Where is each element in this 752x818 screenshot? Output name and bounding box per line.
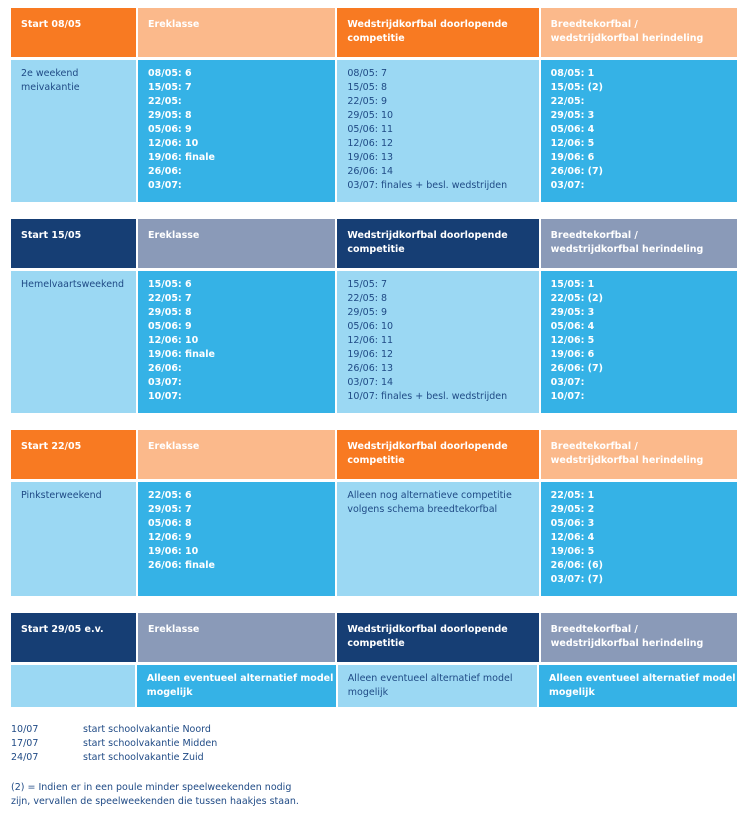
- col-wedstrijd: Wedstrijdkorfbal doorlopende competitie: [337, 613, 538, 662]
- ereklasse-dates: 22/05: 6 29/05: 7 05/06: 8 12/06: 9 19/06: 10 26/06: finale: [138, 482, 335, 596]
- vacation-date: 24/07: [11, 752, 39, 763]
- col-breedte: Breedtekorfbal / wedstrijdkorfbal herindeling: [541, 613, 737, 662]
- ereklasse-dates: 08/05: 6 15/05: 7 22/05: 29/05: 8 05/06: 9 12/06: 10 19/06: finale 26/06: 03/07:: [138, 60, 335, 202]
- vacation-label: start schoolvakantie Noord: [83, 724, 211, 735]
- weekend-label: 2e weekend meivakantie: [11, 60, 136, 202]
- list-item: [11, 723, 217, 737]
- start-label: Start 15/05: [11, 219, 136, 268]
- schedule-header: [11, 613, 737, 662]
- schedule-body: [11, 482, 737, 596]
- start-label: Start 22/05: [11, 430, 136, 479]
- ereklasse-note: Alleen eventueel alternatief model mogelijk: [137, 665, 336, 707]
- vacation-list: [11, 723, 217, 765]
- weekend-label: [11, 665, 135, 707]
- start-label: Start 08/05: [11, 8, 136, 57]
- weekend-label: Pinksterweekend: [11, 482, 136, 596]
- breedte-dates: 22/05: 1 29/05: 2 05/06: 3 12/06: 4 19/06: 5 26/06: (6) 03/07: (7): [541, 482, 737, 596]
- col-breedte: Breedtekorfbal / wedstrijdkorfbal herindeling: [541, 430, 737, 479]
- vacation-date: 17/07: [11, 738, 39, 749]
- schedule-table-3: [11, 430, 737, 596]
- col-ereklasse: Ereklasse: [138, 430, 335, 479]
- wedstrijd-note: Alleen nog alternatieve competitie volgens schema breedtekorfbal: [337, 482, 538, 596]
- breedte-note: Alleen eventueel alternatief model mogelijk: [539, 665, 737, 707]
- ereklasse-dates: 15/05: 6 22/05: 7 29/05: 8 05/06: 9 12/06: 10 19/06: finale 26/06: 03/07: 10/07:: [138, 271, 335, 413]
- list-item: [11, 751, 217, 765]
- col-ereklasse: Ereklasse: [138, 613, 335, 662]
- vacation-label: start schoolvakantie Midden: [83, 738, 218, 749]
- schedule-body: [11, 60, 737, 202]
- schedule-body: [11, 271, 737, 413]
- breedte-dates: 15/05: 1 22/05: (2) 29/05: 3 05/06: 4 12/06: 5 19/06: 6 26/06: (7) 03/07: 10/07:: [541, 271, 737, 413]
- footnote: (2) = Indien er in een poule minder speelweekenden nodig zijn, vervallen de speelweekenden die tussen haakjes staan.: [11, 782, 299, 807]
- col-wedstrijd: Wedstrijdkorfbal doorlopende competitie: [337, 219, 538, 268]
- vacation-date: 10/07: [11, 724, 39, 735]
- breedte-dates: 08/05: 1 15/05: (2) 22/05: 29/05: 3 05/06: 4 12/06: 5 19/06: 6 26/06: (7) 03/07:: [541, 60, 737, 202]
- col-breedte: Breedtekorfbal / wedstrijdkorfbal herindeling: [541, 8, 737, 57]
- col-ereklasse: Ereklasse: [138, 219, 335, 268]
- schedule-table-1: [11, 8, 737, 202]
- schedule-header: [11, 8, 737, 57]
- schedule-table-2: [11, 219, 737, 413]
- vacation-label: start schoolvakantie Zuid: [83, 752, 204, 763]
- start-label: Start 29/05 e.v.: [11, 613, 136, 662]
- col-wedstrijd: Wedstrijdkorfbal doorlopende competitie: [337, 8, 538, 57]
- weekend-label: Hemelvaartsweekend: [11, 271, 136, 413]
- wedstrijd-dates: 08/05: 7 15/05: 8 22/05: 9 29/05: 10 05/06: 11 12/06: 12 19/06: 13 26/06: 14 03/07: finales + besl. wedstrijden: [337, 60, 538, 202]
- schedule-header: [11, 430, 737, 479]
- list-item: [11, 737, 217, 751]
- col-ereklasse: Ereklasse: [138, 8, 335, 57]
- schedule-table-4: [11, 613, 737, 707]
- wedstrijd-dates: 15/05: 7 22/05: 8 29/05: 9 05/06: 10 12/06: 11 19/06: 12 26/06: 13 03/07: 14 10/07: finales + besl. wedstrijden: [337, 271, 538, 413]
- schedule-header: [11, 219, 737, 268]
- col-wedstrijd: Wedstrijdkorfbal doorlopende competitie: [337, 430, 538, 479]
- schedule-body: [11, 665, 737, 707]
- col-breedte: Breedtekorfbal / wedstrijdkorfbal herindeling: [541, 219, 737, 268]
- wedstrijd-note: Alleen eventueel alternatief model mogelijk: [338, 665, 537, 707]
